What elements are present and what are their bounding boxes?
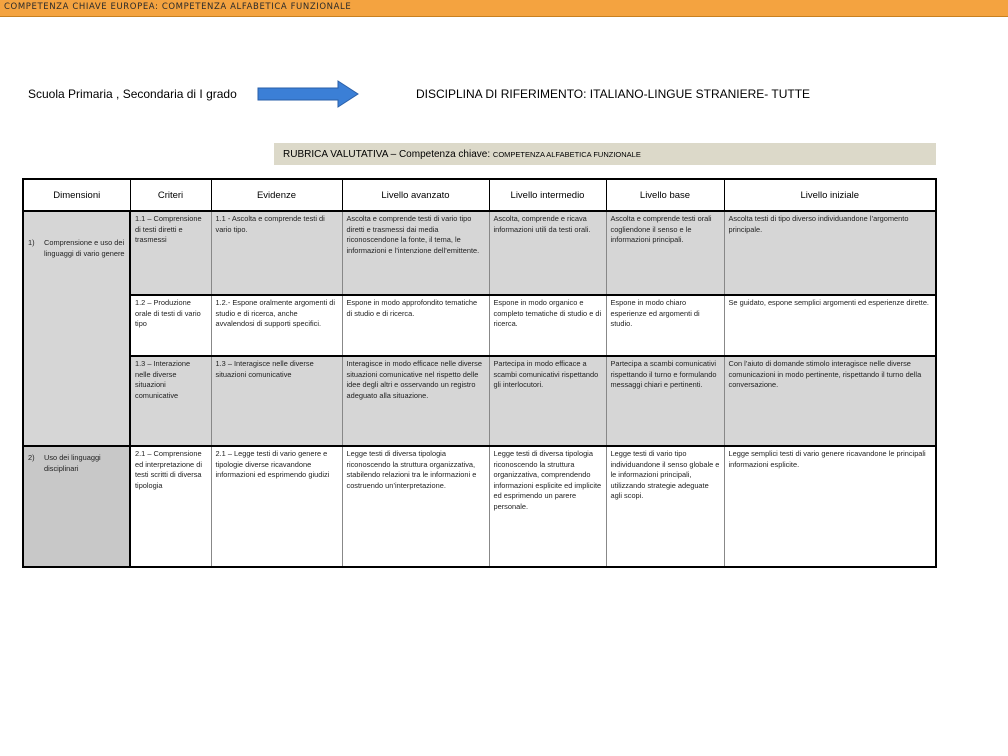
header-livello-base: Livello base <box>606 179 724 211</box>
iniziale-cell: Se guidato, espone semplici argomenti ed esperienze dirette. <box>724 295 936 356</box>
rubrica-title-prefix: RUBRICA VALUTATIVA – Competenza chiave: <box>283 149 493 160</box>
dimension-number: 2) <box>28 453 35 462</box>
table-header-row <box>23 179 936 211</box>
iniziale-cell: Legge semplici testi di vario genere ricavandone le principali informazioni esplicite. <box>724 446 936 567</box>
avanzato-cell: Interagisce in modo efficace nelle diverse situazioni comunicative nel rispetto delle idee degli altri e osservando un registro adeguato alla situazione. <box>342 356 489 446</box>
banner-title: COMPETENZA CHIAVE EUROPEA: COMPETENZA ALFABETICA FUNZIONALE <box>4 2 352 12</box>
top-banner <box>0 0 1008 17</box>
iniziale-cell: Con l’aiuto di domande stimolo interagisce nelle diverse comunicazioni in modo pertinente, rispettando il turno della conversazione. <box>724 356 936 446</box>
right-arrow-icon <box>256 80 360 108</box>
avanzato-cell: Legge testi di diversa tipologia riconoscendo la struttura organizzativa, stabilendo relazioni tra le informazioni e costruendo un’interpretazione. <box>342 446 489 567</box>
base-cell: Partecipa a scambi comunicativi rispettando il turno e formulando messaggi chiari e pertinenti. <box>606 356 724 446</box>
dimension-cell <box>23 211 130 446</box>
criteri-cell: 1.2 – Produzione orale di testi di vario tipo <box>130 295 211 356</box>
evidenze-cell: 1.2.- Espone oralmente argomenti di studio e di ricerca, anche avvalendosi di supporti specifici. <box>211 295 342 356</box>
base-cell: Ascolta e comprende testi orali cogliendone il senso e le informazioni principali. <box>606 211 724 295</box>
avanzato-cell: Ascolta e comprende testi di vario tipo diretti e trasmessi dai media riconoscendone la fonte, il tema, le informazioni e l’intenzione dell’emittente. <box>342 211 489 295</box>
discipline-label: DISCIPLINA DI RIFERIMENTO: ITALIANO-LINGUE STRANIERE- TUTTE <box>416 87 811 101</box>
evidenze-cell: 1.3 – Interagisce nelle diverse situazioni comunicative <box>211 356 342 446</box>
rubrica-title <box>283 149 641 160</box>
intermedio-cell: Partecipa in modo efficace a scambi comunicativi rispettando gli interlocutori. <box>489 356 606 446</box>
header-livello-avanzato: Livello avanzato <box>342 179 489 211</box>
header-livello-iniziale: Livello iniziale <box>724 179 936 211</box>
dimension-text: Uso dei linguaggi disciplinari <box>44 453 101 473</box>
header-livello-intermedio: Livello intermedio <box>489 179 606 211</box>
rubrica-title-suffix: COMPETENZA ALFABETICA FUNZIONALE <box>492 150 641 159</box>
dimension-text: Comprensione e uso dei linguaggi di vario genere <box>44 238 125 258</box>
table-row <box>23 211 936 295</box>
header-dimensioni: Dimensioni <box>23 179 130 211</box>
table-row <box>23 356 936 446</box>
dimension-number: 1) <box>28 238 35 247</box>
criteri-cell: 1.1 – Comprensione di testi diretti e trasmessi <box>130 211 211 295</box>
avanzato-cell: Espone in modo approfondito tematiche di studio e di ricerca. <box>342 295 489 356</box>
evidenze-cell: 1.1 - Ascolta e comprende testi di vario tipo. <box>211 211 342 295</box>
rubric-table <box>22 178 937 568</box>
dimension-cell <box>23 446 130 567</box>
evidenze-cell: 2.1 – Legge testi di vario genere e tipologie diverse ricavandone informazioni ed esprimendo giudizi <box>211 446 342 567</box>
table-row <box>23 295 936 356</box>
criteri-cell: 2.1 – Comprensione ed interpretazione di testi scritti di diversa tipologia <box>130 446 211 567</box>
base-cell: Legge testi di vario tipo individuandone il senso globale e le informazioni principali, utilizzando strategie adeguate agli scopi. <box>606 446 724 567</box>
base-cell: Espone in modo chiaro esperienze ed argomenti di studio. <box>606 295 724 356</box>
table-row <box>23 446 936 567</box>
intermedio-cell: Ascolta, comprende e ricava informazioni utili da testi orali. <box>489 211 606 295</box>
header-criteri: Criteri <box>130 179 211 211</box>
iniziale-cell: Ascolta testi di tipo diverso individuandone l’argomento principale. <box>724 211 936 295</box>
header-evidenze: Evidenze <box>211 179 342 211</box>
school-label: Scuola Primaria , Secondaria di I grado <box>28 87 237 101</box>
criteri-cell: 1.3 – Interazione nelle diverse situazioni comunicative <box>130 356 211 446</box>
intermedio-cell: Espone in modo organico e completo tematiche di studio e di ricerca. <box>489 295 606 356</box>
intermedio-cell: Legge testi di diversa tipologia riconoscendo la struttura organizzativa, comprendendo informazioni esplicite ed implicite ed esprimendo un parere personale. <box>489 446 606 567</box>
